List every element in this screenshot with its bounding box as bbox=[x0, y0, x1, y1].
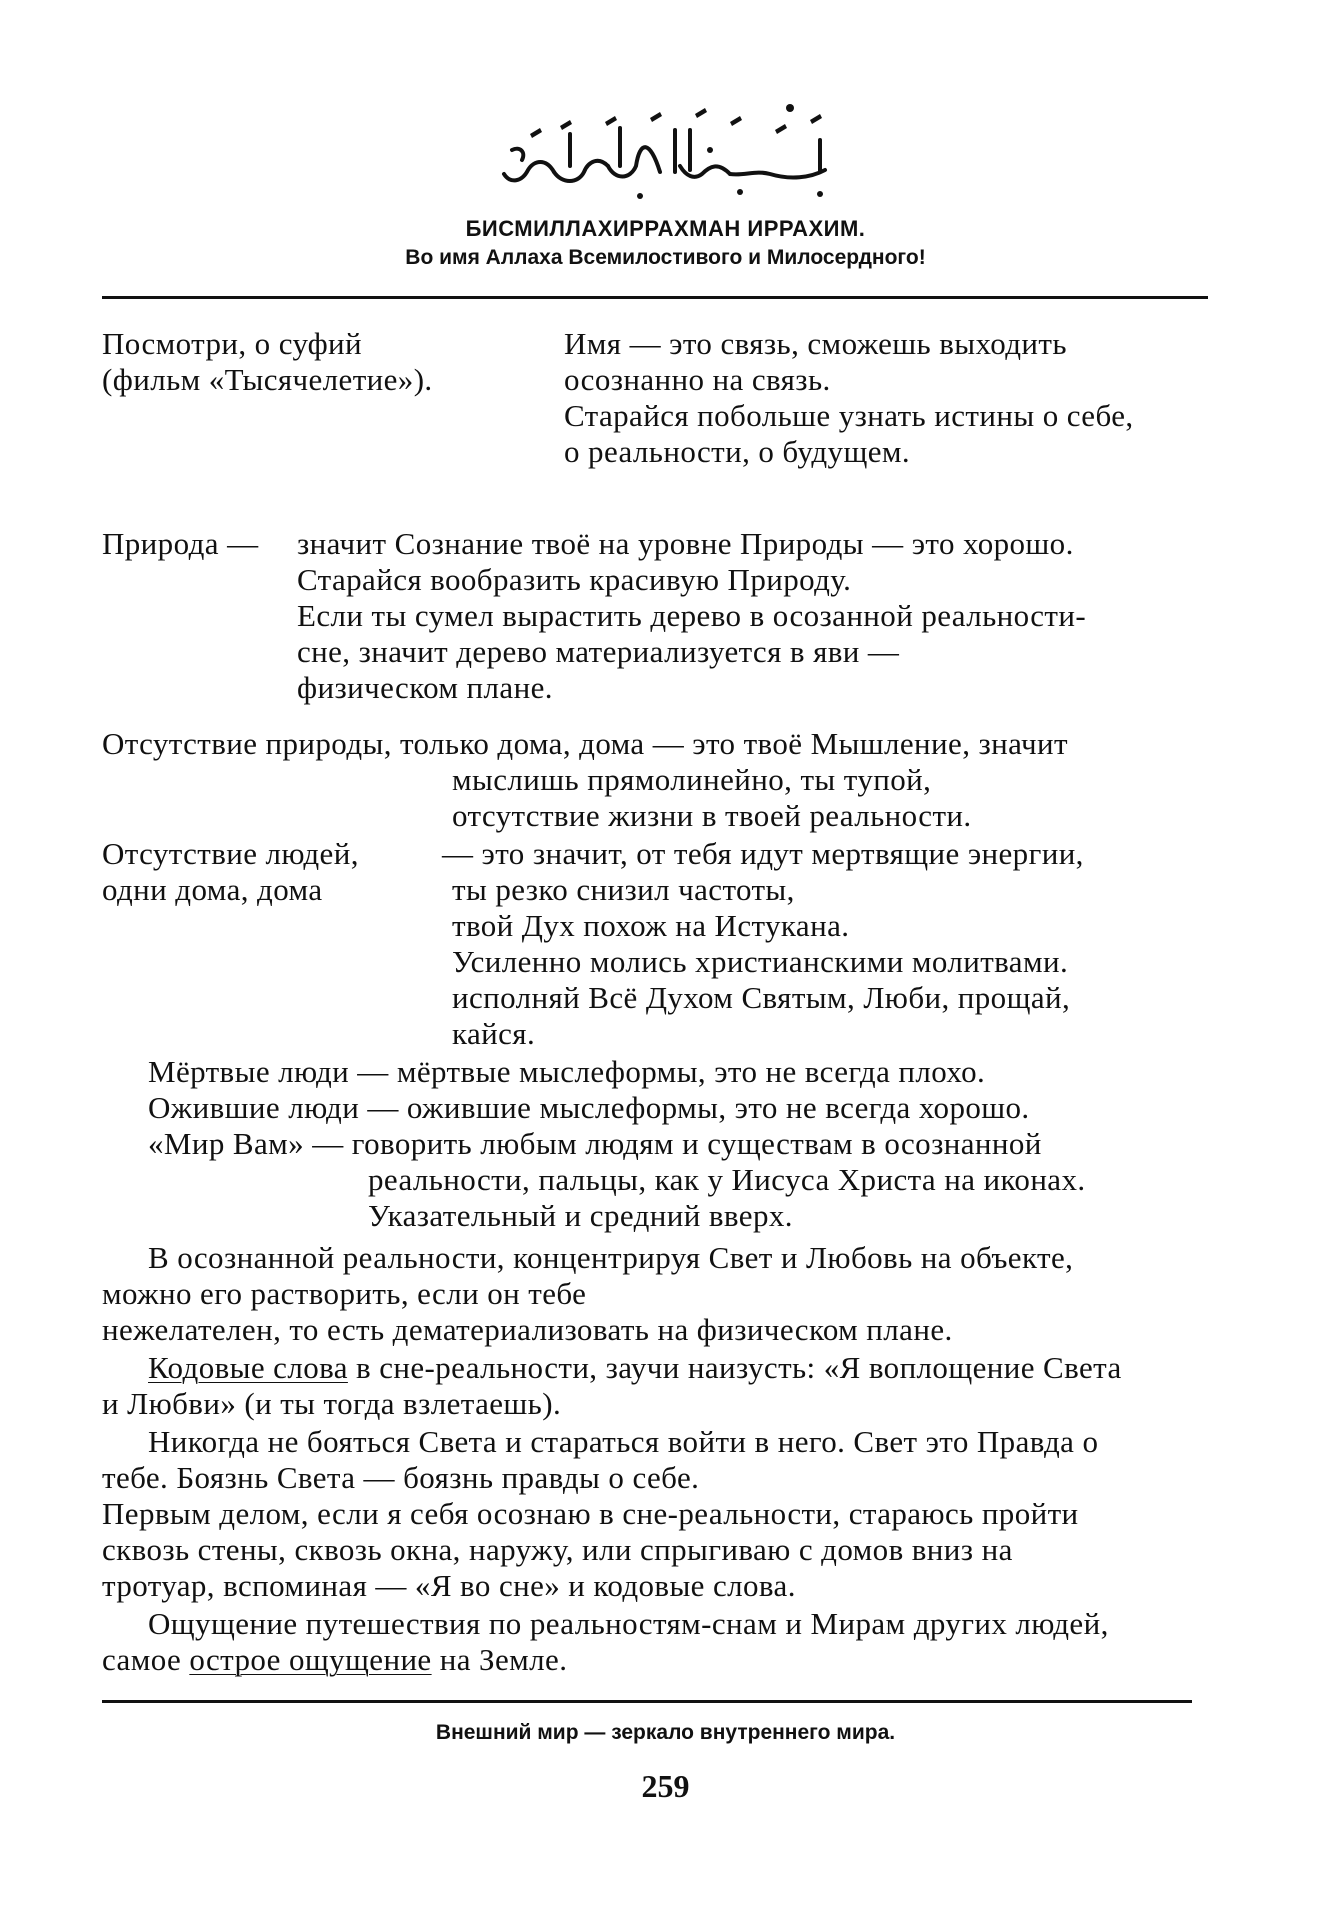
block4-right-line: Усиленно молись христианскими молитвами. bbox=[452, 944, 1069, 979]
block2-line: Если ты сумел вырастить дерево в осозанной реальности- bbox=[297, 598, 1087, 633]
code-words-underlined: Кодовые слова bbox=[148, 1350, 348, 1385]
block1-left-line: (фильм «Тысячелетие»). bbox=[102, 362, 433, 397]
block1-right-line: о реальности, о будущем. bbox=[564, 434, 911, 469]
para1-line: нежелателен, то есть дематериализовать на физическом плане. bbox=[102, 1312, 953, 1347]
block2-line: физическом плане. bbox=[297, 670, 553, 705]
block1-right-line: Имя — это связь, сможешь выходить bbox=[564, 326, 1067, 361]
sharp-feeling-underlined: острое ощущение bbox=[189, 1642, 432, 1677]
block4-left-line: Отсутствие людей, bbox=[102, 836, 359, 871]
para3-line: Никогда не бояться Света и стараться войти в него. Свет это Правда о bbox=[148, 1424, 1099, 1459]
para5-line1: Ощущение путешествия по реальностям-снам и Мирам других людей, bbox=[148, 1606, 1109, 1641]
header-subtitle: Во имя Аллаха Всемилостивого и Милосердного! bbox=[405, 246, 926, 269]
block2-line: сне, значит дерево материализуется в яви — bbox=[297, 634, 900, 669]
top-divider bbox=[102, 296, 1208, 299]
block4-right-line: ты резко снизил частоты, bbox=[452, 872, 795, 907]
page-number: 259 bbox=[641, 1768, 690, 1804]
block4-right-line: исполняй Всё Духом Святым, Люби, прощай, bbox=[452, 980, 1071, 1015]
footer-motto: Внешний мир — зеркало внутреннего мира. bbox=[435, 1721, 896, 1744]
block3-first-line: Отсутствие природы, только дома, дома — это твоё Мышление, значит bbox=[102, 726, 1068, 761]
para2-line1-rest: в сне-реальности, заучи наизусть: «Я воплощение Света bbox=[347, 1350, 1122, 1385]
para2-line1 bbox=[148, 1350, 1122, 1386]
para5-line2 bbox=[102, 1642, 567, 1678]
para4-line: Первым делом, если я себя осознаю в сне-реальности, стараюсь пройти bbox=[102, 1496, 1079, 1531]
para5-line2-post: на Земле. bbox=[431, 1642, 568, 1677]
block2-line: Старайся вообразить красивую Природу. bbox=[297, 562, 852, 597]
para5-line2-pre: самое bbox=[102, 1642, 190, 1677]
header-title: БИСМИЛЛАХИРРАХМАН ИРРАХИМ. bbox=[465, 216, 866, 241]
block3-line: мыслишь прямолинейно, ты тупой, bbox=[452, 762, 932, 797]
block4-right-line: кайся. bbox=[452, 1016, 536, 1051]
para4-line: тротуар, вспоминая — «Я во сне» и кодовые слова. bbox=[102, 1568, 796, 1603]
para2-line2: и Любви» (и ты тогда взлетаешь). bbox=[102, 1386, 562, 1421]
block4-left-line: одни дома, дома bbox=[102, 872, 323, 907]
block2-term: Природа — bbox=[102, 526, 259, 561]
para1-line: В осознанной реальности, концентрируя Свет и Любовь на объекте, bbox=[148, 1240, 1074, 1275]
para3-line: тебе. Боязнь Света — боязнь правды о себе. bbox=[102, 1460, 700, 1495]
block5-line: «Мир Вам» — говорить любым людям и существам в осознанной bbox=[148, 1126, 1042, 1161]
para1-line: можно его растворить, если он тебе bbox=[102, 1276, 587, 1311]
bismillah-calligraphy bbox=[490, 100, 840, 210]
block3-line: отсутствие жизни в твоей реальности. bbox=[452, 798, 972, 833]
block5-line: Мёртвые люди — мёртвые мыслеформы, это не всегда плохо. bbox=[148, 1054, 986, 1089]
bottom-divider bbox=[102, 1700, 1192, 1703]
block1-left-line: Посмотри, о суфий bbox=[102, 326, 363, 361]
block5-line: Ожившие люди — ожившие мыслеформы, это не всегда хорошо. bbox=[148, 1090, 1030, 1125]
para4-line: сквозь стены, сквозь окна, наружу, или спрыгиваю с домов вниз на bbox=[102, 1532, 1013, 1567]
block5-cont-line: Указательный и средний вверх. bbox=[368, 1198, 793, 1233]
block1-right-line: осознанно на связь. bbox=[564, 362, 831, 397]
block1-right-line: Старайся побольше узнать истины о себе, bbox=[564, 398, 1134, 433]
block5-cont-line: реальности, пальцы, как у Иисуса Христа на иконах. bbox=[368, 1162, 1086, 1197]
block2-line: значит Сознание твоё на уровне Природы — это хорошо. bbox=[297, 526, 1074, 561]
block4-right-line: твой Дух похож на Истукана. bbox=[452, 908, 850, 943]
block4-right-line: — это значит, от тебя идут мертвящие энергии, bbox=[442, 836, 1084, 871]
